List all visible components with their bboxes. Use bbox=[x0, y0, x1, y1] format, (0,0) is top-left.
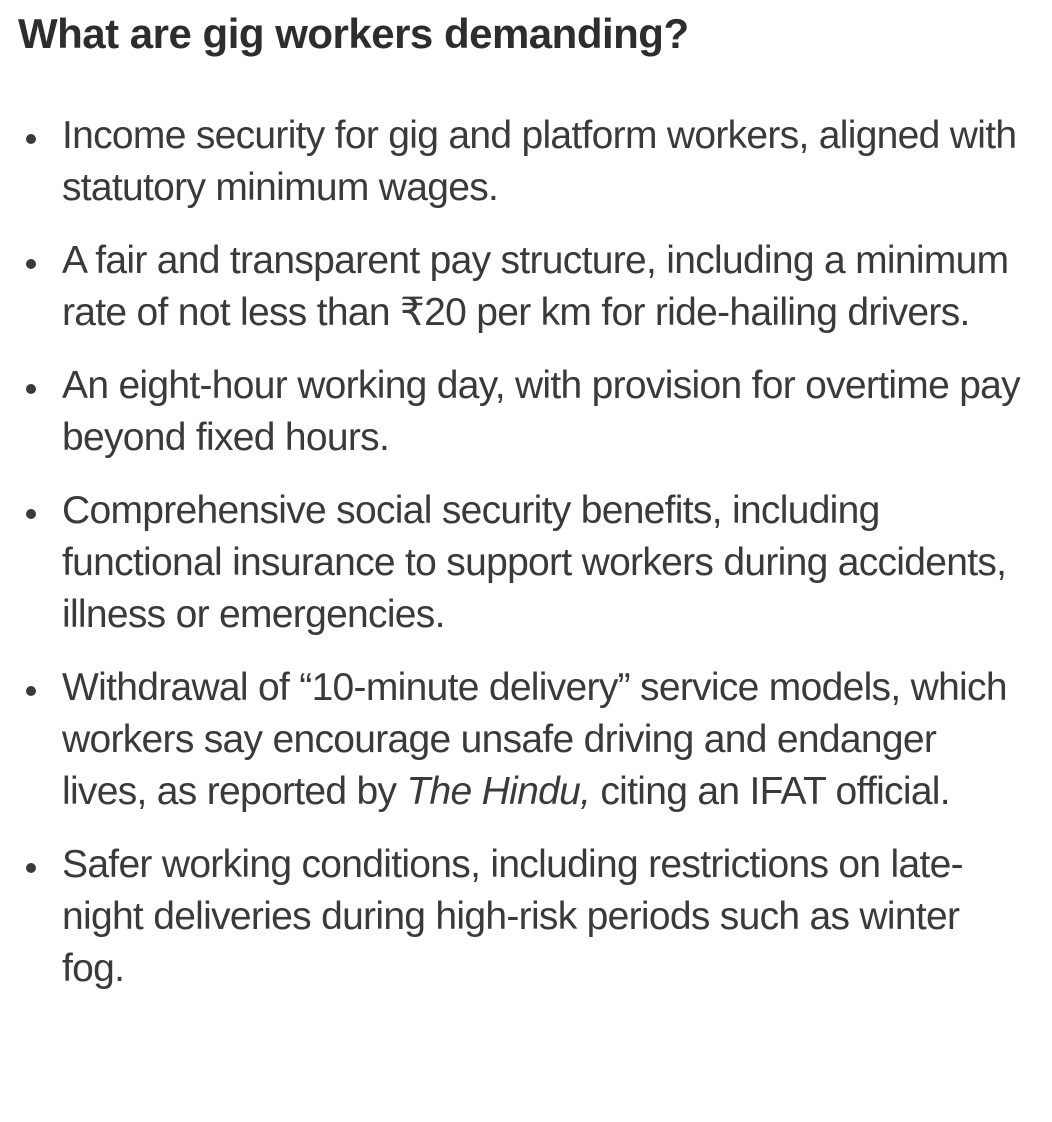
list-item-text: Safer working conditions, including restrictions on late-night deliveries during high-risk periods such as winter fog. bbox=[62, 843, 963, 990]
demands-list bbox=[16, 110, 1022, 995]
list-item-text: Income security for gig and platform workers, aligned with statutory minimum wages. bbox=[62, 114, 1017, 209]
list-item bbox=[52, 662, 1022, 818]
list-item bbox=[52, 235, 1022, 339]
list-item-text: An eight-hour working day, with provision for overtime pay beyond fixed hours. bbox=[62, 364, 1020, 459]
list-item-text: A fair and transparent pay structure, including a minimum rate of not less than ₹20 per km for ride-hailing drivers. bbox=[62, 239, 1009, 334]
list-item-text: citing an IFAT official. bbox=[590, 770, 950, 813]
list-item bbox=[52, 485, 1022, 641]
list-item bbox=[52, 360, 1022, 464]
list-item-text: Comprehensive social security benefits, including functional insurance to support workers during accidents, illness or emergencies. bbox=[62, 489, 1007, 636]
list-item bbox=[52, 839, 1022, 995]
list-item-text: Withdrawal of “10-minute delivery” service models, which workers say encourage unsafe driving and endanger lives, as reported by bbox=[62, 666, 1007, 813]
section-heading: What are gig workers demanding? bbox=[18, 10, 689, 57]
list-item bbox=[52, 110, 1022, 214]
publication-name: The Hindu, bbox=[406, 770, 591, 813]
